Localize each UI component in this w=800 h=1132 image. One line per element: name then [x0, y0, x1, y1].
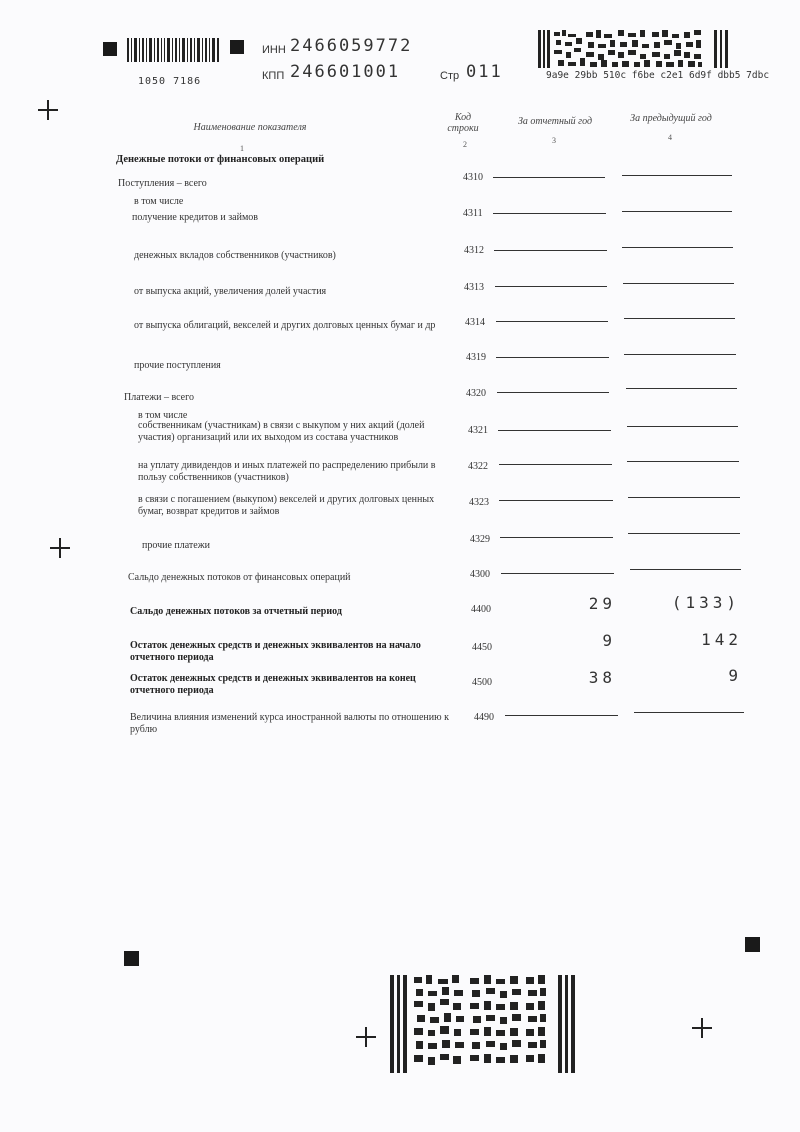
row-code: 4312: [464, 245, 484, 256]
col-header-code-line2: строки: [447, 123, 479, 134]
row-code: 4321: [468, 425, 488, 436]
value-line-current: [493, 213, 606, 214]
value-line-previous: [627, 426, 738, 427]
value-line-previous: [626, 388, 737, 389]
row-label: в связи с погашением (выкупом) векселей и других долговых ценных бумаг, возврат кредитов и займов: [138, 494, 435, 517]
col-header-previous: За предыдущий год: [630, 113, 712, 124]
value-line-current: [496, 321, 608, 322]
registration-cross-icon: [692, 1018, 712, 1038]
value-line-previous: [630, 569, 741, 570]
row-label: собственникам (участникам) в связи с выкупом у них акций (долей участия) организаций или их выходом из состава участников: [138, 420, 425, 443]
row-code: 4329: [470, 534, 490, 545]
row-label: Поступления – всего: [118, 178, 207, 189]
row-code: 4310: [463, 172, 483, 183]
page-label: Стр: [440, 70, 460, 82]
col-number-1: 1: [240, 144, 244, 153]
row-code: 4450: [472, 642, 492, 653]
inn-value: 2466059772: [290, 36, 413, 56]
registration-cross-icon: [38, 100, 58, 120]
value-line-current: [501, 573, 614, 574]
value-line-current: [493, 177, 605, 178]
row-label: Остаток денежных средств и денежных эквивалентов на конец отчетного периода: [130, 673, 416, 696]
row-label: в том числе: [134, 196, 184, 207]
corner-marker-top-left: [103, 42, 117, 56]
row-label: получение кредитов и займов: [132, 212, 259, 223]
barcode-number: 1050 7186: [138, 76, 202, 87]
row-label: денежных вкладов собственников (участников): [134, 250, 336, 261]
row-label: Сальдо денежных потоков от финансовых операций: [128, 572, 351, 583]
corner-marker-bottom-left: [124, 951, 139, 966]
value-line-previous: [627, 461, 739, 462]
value-previous: (133): [671, 593, 740, 612]
value-current: 9: [602, 631, 616, 650]
registration-cross-icon: [50, 538, 70, 558]
linear-barcode: [126, 38, 220, 79]
value-line-previous: [624, 318, 735, 319]
value-line-previous: [624, 354, 736, 355]
row-label: Величина влияния изменений курса иностранной валюты по отношению к рублю: [130, 712, 449, 735]
value-line-previous: [622, 211, 732, 212]
col-header-name: Наименование показателя: [193, 122, 307, 133]
row-label: в том числе: [138, 410, 188, 421]
section-title: Денежные потоки от финансовых операций: [116, 154, 325, 165]
value-previous: 142: [701, 630, 742, 649]
row-code: 4320: [466, 388, 486, 399]
row-code: 4490: [474, 712, 494, 723]
row-code: 4400: [471, 604, 491, 615]
row-code: 4300: [470, 569, 490, 580]
kpp-value: 246601001: [290, 62, 401, 82]
row-label: от выпуска акций, увеличения долей участия: [134, 286, 327, 297]
value-line-previous: [623, 283, 734, 284]
value-line-current: [495, 286, 607, 287]
col-number-2: 2: [463, 140, 467, 149]
value-line-previous: [622, 175, 732, 176]
row-label: Платежи – всего: [124, 392, 194, 403]
datamatrix-barcode-bottom: [390, 975, 580, 1078]
row-label: прочие платежи: [142, 540, 211, 551]
value-current: 29: [588, 594, 616, 613]
value-previous: 9: [728, 666, 742, 685]
page-value: 011: [466, 62, 503, 82]
value-line-current: [505, 715, 618, 716]
row-label: прочие поступления: [134, 360, 221, 371]
value-line-current: [500, 537, 613, 538]
row-code: 4314: [465, 317, 485, 328]
value-line-current: [498, 430, 611, 431]
value-line-current: [499, 500, 613, 501]
row-code: 4322: [468, 461, 488, 472]
value-line-previous: [628, 497, 740, 498]
row-code: 4500: [472, 677, 492, 688]
row-code: 4323: [469, 497, 489, 508]
row-label: от выпуска облигаций, векселей и других долговых ценных бумаг и др: [134, 320, 436, 331]
row-code: 4319: [466, 352, 486, 363]
datamatrix-barcode-top: [538, 30, 732, 73]
col-number-4: 4: [668, 133, 672, 142]
value-line-current: [497, 392, 609, 393]
value-current: 38: [588, 668, 616, 687]
row-label: на уплату дивидендов и иных платежей по распределению прибыли в пользу собственников (участников): [138, 460, 436, 483]
col-header-code: [438, 112, 488, 134]
kpp-label: КПП: [262, 70, 285, 82]
registration-cross-icon: [356, 1027, 376, 1047]
value-line-previous: [622, 247, 733, 248]
row-code: 4311: [463, 208, 483, 219]
value-line-previous: [628, 533, 740, 534]
document-hash: 9a9e 29bb 510c f6be c2e1 6d9f dbb5 7dbc: [546, 70, 770, 81]
corner-marker-top-center: [230, 40, 244, 54]
col-header-code-line1: Код: [454, 112, 472, 123]
corner-marker-bottom-right: [745, 937, 760, 952]
value-line-previous: [634, 712, 744, 713]
row-label: Остаток денежных средств и денежных эквивалентов на начало отчетного периода: [130, 640, 421, 663]
row-code: 4313: [464, 282, 484, 293]
col-number-3: 3: [552, 136, 556, 145]
row-label: Сальдо денежных потоков за отчетный период: [130, 606, 342, 617]
value-line-current: [494, 250, 607, 251]
value-line-current: [499, 464, 612, 465]
col-header-current: За отчетный год: [517, 116, 593, 127]
value-line-current: [496, 357, 609, 358]
inn-label: ИНН: [262, 44, 286, 56]
